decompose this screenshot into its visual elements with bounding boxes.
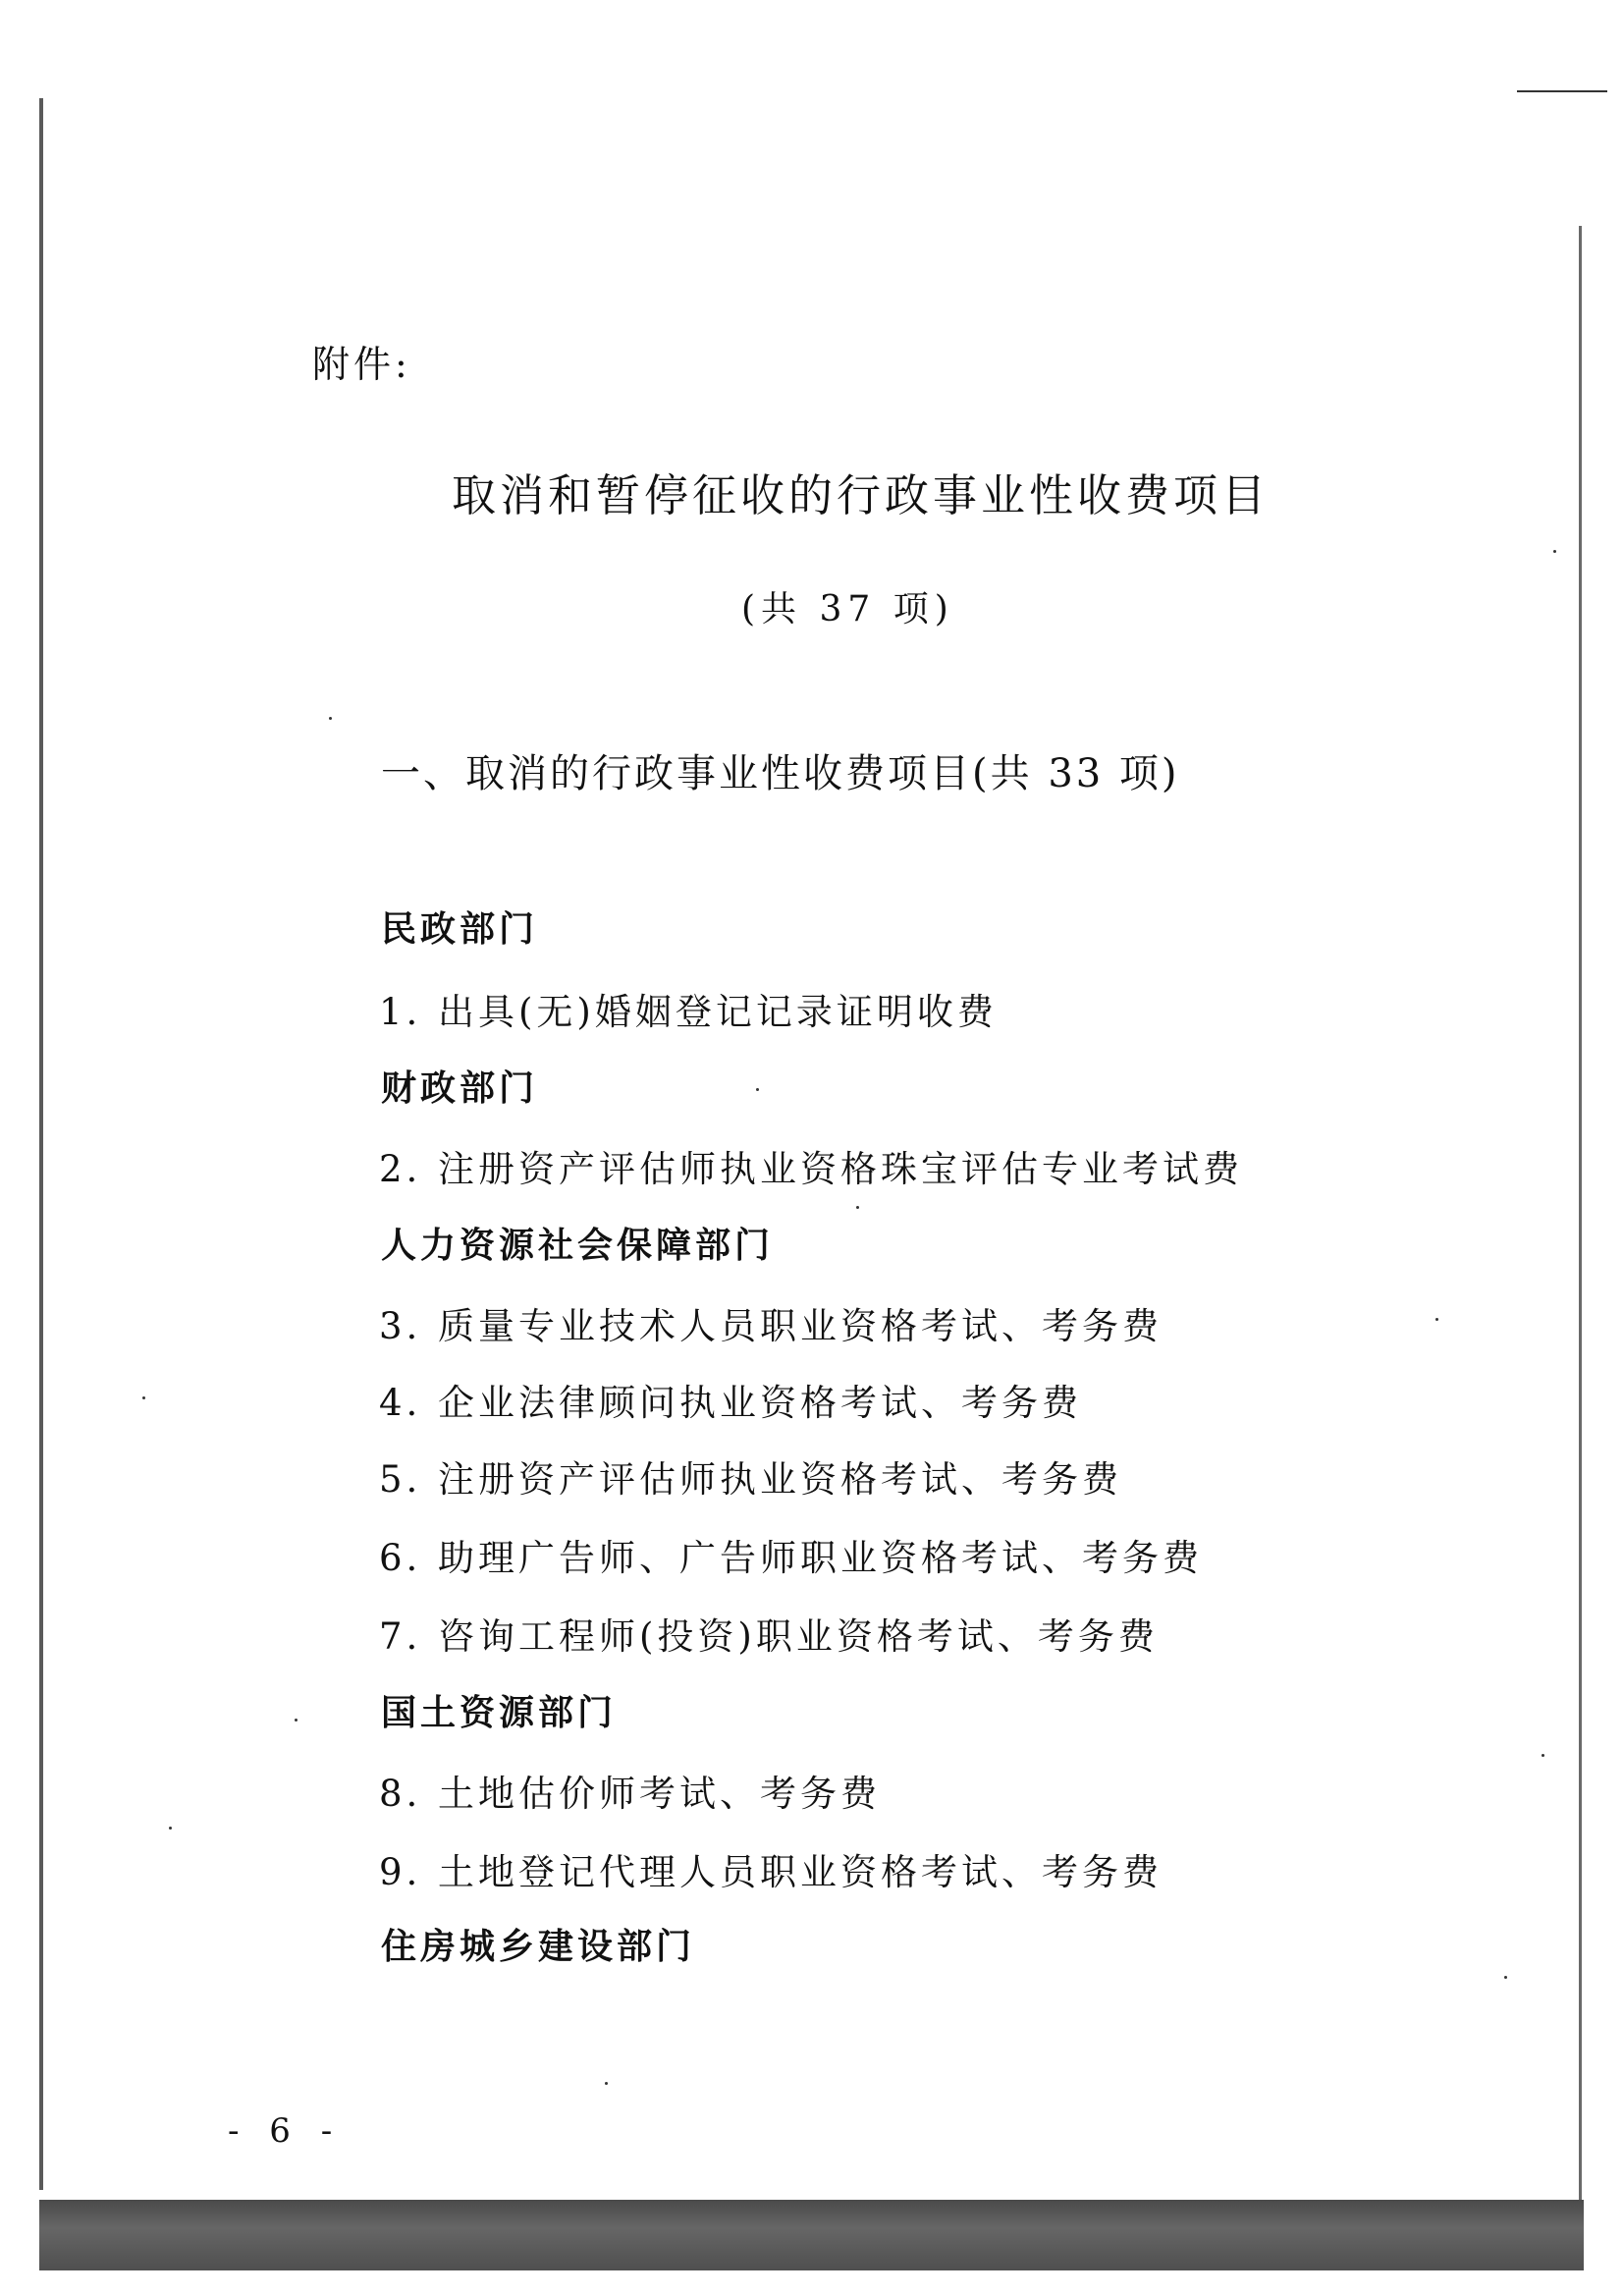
scan-speck: [169, 1827, 172, 1830]
scan-speck: [1435, 1318, 1438, 1321]
item-text: 注册资产评估师执业资格考试、考务费: [438, 1458, 1122, 1501]
scan-speck: [1542, 1754, 1544, 1757]
item-number: 1.: [379, 991, 422, 1033]
item-text: 土地登记代理人员职业资格考试、考务费: [438, 1851, 1163, 1893]
scan-speck: [856, 1206, 859, 1209]
department-heading: 人力资源社会保障部门: [381, 1225, 775, 1266]
item-number: 6.: [379, 1537, 422, 1579]
page-title: 取消和暂停征收的行政事业性收费项目: [452, 469, 1271, 521]
department-heading: 住房城乡建设部门: [381, 1926, 696, 1967]
item-number: 8.: [379, 1773, 422, 1815]
item-number: 5.: [379, 1458, 422, 1501]
item-number: 9.: [379, 1851, 422, 1893]
item-text: 注册资产评估师执业资格珠宝评估专业考试费: [438, 1148, 1243, 1190]
list-item: [379, 1373, 1082, 1426]
page-number: - 6 -: [228, 2111, 343, 2151]
item-number: 2.: [379, 1148, 422, 1190]
scan-bottom-band: [39, 2200, 1584, 2270]
list-item: [379, 1296, 1163, 1349]
scan-speck: [756, 1088, 759, 1091]
list-item: [379, 1449, 1122, 1503]
attachment-label: 附件:: [312, 343, 411, 386]
scan-right-edge: [1579, 226, 1582, 2200]
scan-speck: [1504, 1976, 1507, 1979]
item-text: 助理广告师、广告师职业资格考试、考务费: [438, 1537, 1203, 1579]
item-number: 3.: [379, 1305, 422, 1347]
department-heading: 民政部门: [381, 908, 539, 950]
list-item: [379, 1764, 881, 1817]
list-item: [379, 1607, 1159, 1660]
scan-speck: [1553, 550, 1556, 553]
item-text: 出具(无)婚姻登记记录证明收费: [438, 991, 998, 1033]
scan-speck: [605, 2082, 608, 2085]
total-count: (共 37 项): [741, 589, 954, 629]
scan-speck: [142, 1396, 145, 1399]
item-text: 土地估价师考试、考务费: [438, 1773, 881, 1815]
item-text: 咨询工程师(投资)职业资格考试、考务费: [438, 1615, 1159, 1658]
department-heading: 财政部门: [381, 1067, 539, 1109]
item-text: 企业法律顾问执业资格考试、考务费: [438, 1382, 1082, 1424]
section-heading: 一、取消的行政事业性收费项目(共 33 项): [381, 751, 1180, 796]
scan-speck: [329, 717, 332, 720]
item-number: 7.: [379, 1615, 422, 1658]
list-item: [379, 1139, 1243, 1192]
list-item: [379, 1528, 1203, 1581]
list-item: [379, 982, 998, 1035]
list-item: [379, 1842, 1163, 1895]
item-number: 4.: [379, 1382, 422, 1424]
department-heading: 国土资源部门: [381, 1692, 618, 1733]
scan-speck: [295, 1719, 298, 1722]
scan-corner-mark: [1517, 90, 1607, 92]
scan-left-edge: [39, 98, 43, 2190]
item-text: 质量专业技术人员职业资格考试、考务费: [438, 1305, 1163, 1347]
